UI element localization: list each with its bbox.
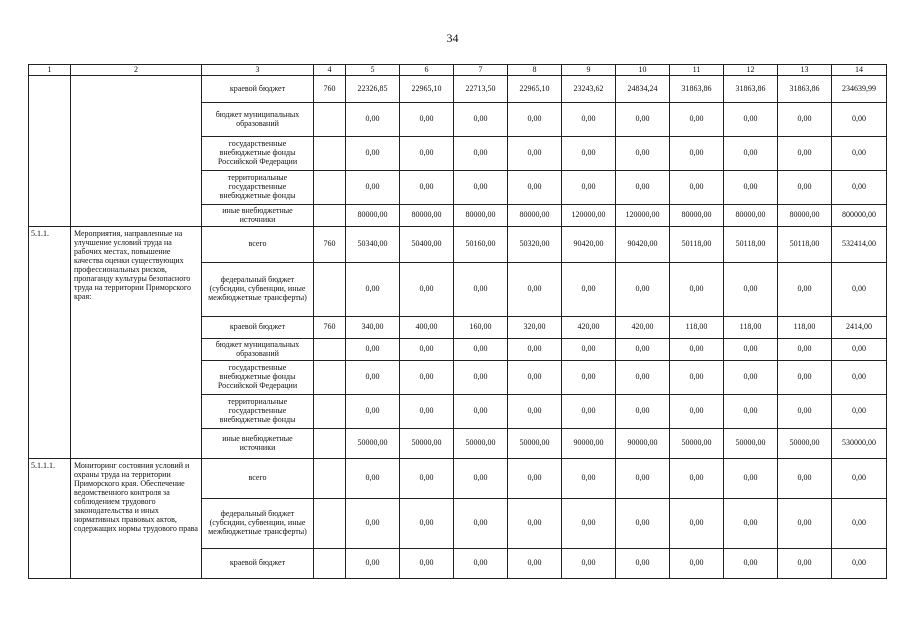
value-cell: 50000,00 (400, 429, 454, 459)
item-description (71, 76, 202, 227)
value-cell: 0,00 (454, 499, 508, 549)
value-cell: 320,00 (508, 317, 562, 339)
budget-table-body (29, 65, 887, 579)
value-cell: 0,00 (724, 171, 778, 205)
column-header: 14 (832, 65, 887, 76)
funding-source: краевой бюджет (202, 76, 314, 103)
value-cell: 50000,00 (508, 429, 562, 459)
value-cell: 50000,00 (778, 429, 832, 459)
value-cell: 0,00 (454, 395, 508, 429)
item-code (29, 76, 71, 227)
item-description: Мониторинг состояния условий и охраны труда на территории Приморского края. Обеспечение ведомственного контроля за соблюдением трудового законодательства и иных нормативных правовых актов, содержащих нормы трудового права (71, 459, 202, 579)
value-cell: 50000,00 (346, 429, 400, 459)
value-cell: 0,00 (508, 459, 562, 499)
value-cell: 50160,00 (454, 227, 508, 263)
table-row (29, 227, 887, 263)
value-cell: 50118,00 (724, 227, 778, 263)
value-cell: 0,00 (670, 361, 724, 395)
budget-code (314, 339, 346, 361)
value-cell: 0,00 (400, 549, 454, 579)
value-cell: 0,00 (562, 103, 616, 137)
column-header: 5 (346, 65, 400, 76)
value-cell: 0,00 (724, 499, 778, 549)
funding-source: всего (202, 227, 314, 263)
value-cell: 118,00 (670, 317, 724, 339)
value-cell: 0,00 (508, 549, 562, 579)
value-cell: 0,00 (778, 263, 832, 317)
value-cell: 0,00 (832, 137, 887, 171)
value-cell: 0,00 (616, 339, 670, 361)
value-cell: 0,00 (346, 549, 400, 579)
value-cell: 90000,00 (616, 429, 670, 459)
value-cell: 0,00 (508, 263, 562, 317)
value-cell: 120000,00 (562, 205, 616, 227)
value-cell: 0,00 (616, 171, 670, 205)
column-header: 8 (508, 65, 562, 76)
value-cell: 22713,50 (454, 76, 508, 103)
value-cell: 0,00 (670, 103, 724, 137)
funding-source: территориальные государственные внебюджетные фонды (202, 171, 314, 205)
column-header: 3 (202, 65, 314, 76)
value-cell: 0,00 (454, 459, 508, 499)
value-cell: 0,00 (724, 395, 778, 429)
value-cell: 0,00 (778, 549, 832, 579)
value-cell: 80000,00 (778, 205, 832, 227)
value-cell: 0,00 (670, 171, 724, 205)
value-cell: 0,00 (616, 549, 670, 579)
value-cell: 0,00 (724, 339, 778, 361)
value-cell: 22965,10 (400, 76, 454, 103)
value-cell: 80000,00 (670, 205, 724, 227)
value-cell: 50118,00 (778, 227, 832, 263)
value-cell: 0,00 (508, 171, 562, 205)
value-cell: 0,00 (454, 549, 508, 579)
value-cell: 0,00 (454, 171, 508, 205)
value-cell: 0,00 (562, 499, 616, 549)
value-cell: 0,00 (670, 549, 724, 579)
value-cell: 0,00 (724, 549, 778, 579)
value-cell: 90420,00 (562, 227, 616, 263)
value-cell: 0,00 (346, 499, 400, 549)
funding-source: бюджет муниципальных образований (202, 103, 314, 137)
value-cell: 0,00 (724, 263, 778, 317)
value-cell: 340,00 (346, 317, 400, 339)
funding-source: всего (202, 459, 314, 499)
value-cell: 0,00 (670, 137, 724, 171)
value-cell: 0,00 (346, 361, 400, 395)
value-cell: 0,00 (400, 459, 454, 499)
value-cell: 0,00 (832, 361, 887, 395)
value-cell: 400,00 (400, 317, 454, 339)
value-cell: 0,00 (346, 459, 400, 499)
value-cell: 0,00 (616, 395, 670, 429)
value-cell: 0,00 (832, 103, 887, 137)
value-cell: 2414,00 (832, 317, 887, 339)
value-cell: 0,00 (670, 339, 724, 361)
value-cell: 0,00 (616, 361, 670, 395)
value-cell: 0,00 (670, 499, 724, 549)
funding-source: федеральный бюджет (субсидии, субвенции, иные межбюджетные трансферты) (202, 499, 314, 549)
value-cell: 0,00 (778, 361, 832, 395)
value-cell: 0,00 (400, 395, 454, 429)
value-cell: 0,00 (454, 339, 508, 361)
value-cell: 0,00 (400, 171, 454, 205)
funding-source: краевой бюджет (202, 549, 314, 579)
column-header: 13 (778, 65, 832, 76)
value-cell: 0,00 (346, 171, 400, 205)
value-cell: 0,00 (832, 459, 887, 499)
value-cell: 90000,00 (562, 429, 616, 459)
value-cell: 530000,00 (832, 429, 887, 459)
value-cell: 50340,00 (346, 227, 400, 263)
value-cell: 0,00 (562, 171, 616, 205)
value-cell: 234639,99 (832, 76, 887, 103)
value-cell: 0,00 (778, 339, 832, 361)
value-cell: 0,00 (778, 395, 832, 429)
value-cell: 0,00 (832, 395, 887, 429)
value-cell: 0,00 (508, 395, 562, 429)
value-cell: 0,00 (778, 459, 832, 499)
value-cell: 0,00 (670, 395, 724, 429)
value-cell: 90420,00 (616, 227, 670, 263)
value-cell: 0,00 (724, 459, 778, 499)
funding-source: территориальные государственные внебюджетные фонды (202, 395, 314, 429)
value-cell: 0,00 (616, 103, 670, 137)
table-row (29, 76, 887, 103)
value-cell: 0,00 (508, 339, 562, 361)
value-cell: 0,00 (508, 103, 562, 137)
budget-code (314, 103, 346, 137)
value-cell: 80000,00 (724, 205, 778, 227)
page-number: 34 (446, 31, 459, 45)
funding-source: иные внебюджетные источники (202, 205, 314, 227)
budget-code (314, 395, 346, 429)
value-cell: 23243,62 (562, 76, 616, 103)
value-cell: 0,00 (400, 361, 454, 395)
item-description: Мероприятия, направленные на улучшение условий труда на рабочих местах, повышение качества оценки существующих профессиональных рисков, пропаганду культуры безопасного труда на территории Приморского края: (71, 227, 202, 459)
budget-code (314, 263, 346, 317)
value-cell: 24834,24 (616, 76, 670, 103)
value-cell: 0,00 (400, 137, 454, 171)
value-cell: 0,00 (454, 137, 508, 171)
budget-code (314, 429, 346, 459)
value-cell: 0,00 (616, 459, 670, 499)
value-cell: 0,00 (562, 137, 616, 171)
value-cell: 0,00 (832, 171, 887, 205)
funding-source: федеральный бюджет (субсидии, субвенции, иные межбюджетные трансферты) (202, 263, 314, 317)
value-cell: 0,00 (562, 549, 616, 579)
value-cell: 0,00 (346, 395, 400, 429)
value-cell: 0,00 (670, 263, 724, 317)
value-cell: 420,00 (616, 317, 670, 339)
value-cell: 0,00 (562, 459, 616, 499)
budget-code (314, 137, 346, 171)
value-cell: 80000,00 (454, 205, 508, 227)
value-cell: 0,00 (562, 395, 616, 429)
budget-code (314, 549, 346, 579)
value-cell: 80000,00 (346, 205, 400, 227)
value-cell: 0,00 (454, 103, 508, 137)
value-cell: 0,00 (832, 339, 887, 361)
column-header: 12 (724, 65, 778, 76)
value-cell: 80000,00 (400, 205, 454, 227)
budget-code (314, 459, 346, 499)
column-header: 7 (454, 65, 508, 76)
value-cell: 532414,00 (832, 227, 887, 263)
value-cell: 0,00 (400, 103, 454, 137)
value-cell: 0,00 (832, 499, 887, 549)
value-cell: 420,00 (562, 317, 616, 339)
value-cell: 80000,00 (508, 205, 562, 227)
value-cell: 50400,00 (400, 227, 454, 263)
value-cell: 50000,00 (670, 429, 724, 459)
value-cell: 0,00 (832, 549, 887, 579)
value-cell: 0,00 (346, 263, 400, 317)
value-cell: 0,00 (562, 361, 616, 395)
value-cell: 0,00 (562, 263, 616, 317)
table-row (29, 459, 887, 499)
budget-code: 760 (314, 317, 346, 339)
funding-source: краевой бюджет (202, 317, 314, 339)
column-header: 6 (400, 65, 454, 76)
value-cell: 22965,10 (508, 76, 562, 103)
value-cell: 31863,86 (778, 76, 832, 103)
value-cell: 0,00 (346, 137, 400, 171)
value-cell: 120000,00 (616, 205, 670, 227)
value-cell: 800000,00 (832, 205, 887, 227)
value-cell: 0,00 (346, 103, 400, 137)
column-header: 4 (314, 65, 346, 76)
item-code: 5.1.1.1. (29, 459, 71, 579)
budget-code (314, 361, 346, 395)
funding-source: иные внебюджетные источники (202, 429, 314, 459)
value-cell: 118,00 (778, 317, 832, 339)
budget-code: 760 (314, 227, 346, 263)
value-cell: 50320,00 (508, 227, 562, 263)
value-cell: 50000,00 (454, 429, 508, 459)
value-cell: 118,00 (724, 317, 778, 339)
value-cell: 31863,86 (670, 76, 724, 103)
funding-source: государственные внебюджетные фонды Российской Федерации (202, 137, 314, 171)
value-cell: 0,00 (778, 499, 832, 549)
value-cell: 0,00 (400, 263, 454, 317)
value-cell: 0,00 (724, 137, 778, 171)
value-cell: 0,00 (508, 499, 562, 549)
value-cell: 0,00 (400, 339, 454, 361)
value-cell: 0,00 (832, 263, 887, 317)
value-cell: 0,00 (616, 499, 670, 549)
value-cell: 22326,85 (346, 76, 400, 103)
value-cell: 50118,00 (670, 227, 724, 263)
budget-code (314, 171, 346, 205)
value-cell: 0,00 (562, 339, 616, 361)
value-cell: 0,00 (346, 339, 400, 361)
column-header: 9 (562, 65, 616, 76)
funding-source: бюджет муниципальных образований (202, 339, 314, 361)
column-header: 2 (71, 65, 202, 76)
column-header: 1 (29, 65, 71, 76)
value-cell: 0,00 (454, 263, 508, 317)
value-cell: 0,00 (616, 263, 670, 317)
value-cell: 0,00 (778, 171, 832, 205)
value-cell: 0,00 (778, 103, 832, 137)
budget-table (28, 64, 887, 579)
value-cell: 50000,00 (724, 429, 778, 459)
funding-source: государственные внебюджетные фонды Российской Федерации (202, 361, 314, 395)
budget-code (314, 205, 346, 227)
column-number-row (29, 65, 887, 76)
column-header: 10 (616, 65, 670, 76)
column-header: 11 (670, 65, 724, 76)
value-cell: 0,00 (724, 103, 778, 137)
value-cell: 0,00 (400, 499, 454, 549)
value-cell: 0,00 (724, 361, 778, 395)
value-cell: 0,00 (670, 459, 724, 499)
value-cell: 0,00 (616, 137, 670, 171)
item-code: 5.1.1. (29, 227, 71, 459)
budget-code: 760 (314, 76, 346, 103)
value-cell: 0,00 (454, 361, 508, 395)
budget-code (314, 499, 346, 549)
value-cell: 0,00 (508, 361, 562, 395)
value-cell: 31863,86 (724, 76, 778, 103)
value-cell: 160,00 (454, 317, 508, 339)
value-cell: 0,00 (778, 137, 832, 171)
value-cell: 0,00 (508, 137, 562, 171)
